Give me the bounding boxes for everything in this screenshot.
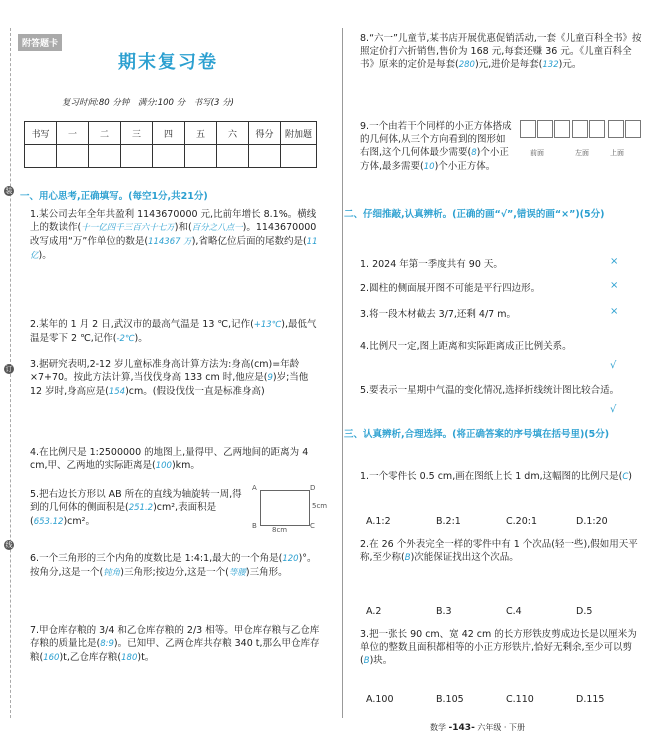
option[interactable]: A.100 (366, 694, 394, 705)
page-number: -143- (448, 723, 475, 733)
score-header-cell: 五 (185, 122, 217, 145)
score-cell[interactable] (57, 145, 89, 168)
binding-hole: 订 (5, 365, 13, 373)
score-table (24, 121, 317, 168)
binding-hole: 装 (5, 187, 13, 195)
score-cell[interactable] (153, 145, 185, 168)
choice-options-1 (366, 516, 646, 527)
option[interactable]: B.2:1 (436, 516, 461, 527)
score-cell[interactable] (185, 145, 217, 168)
section-1-heading: 一、用心思考,正确填写。(每空1分,共21分) (20, 191, 208, 202)
judge-item-3: 3.将一段木材截去 3/7,还剩 4/7 m。 (360, 309, 516, 320)
judge-item-2: 2.圆柱的侧面展开图不可能是平行四边形。 (360, 283, 541, 294)
answer-blank: 280 (458, 60, 475, 70)
score-header-cell: 书写 (25, 122, 57, 145)
answer-blank: 10 (423, 162, 435, 172)
score-header-cell: 附加题 (281, 122, 317, 145)
question-7: 7.甲仓库存粮的 3/4 和乙仓库存粮的 2/3 相等。甲仓库存粮与乙仓库存粮的质量比是(8:9)。已知甲、乙两仓库共存粮 340 t,那么甲仓库存粮(160)t,乙仓库存粮(180)t。 (30, 625, 320, 663)
view-label: 上面 (610, 149, 624, 157)
score-header-cell: 四 (153, 122, 185, 145)
page-title: 期末复习卷 (118, 52, 218, 73)
choice-question-2: 2.在 26 个外表完全一样的零件中有 1 个次品(轻一些),假如用天平称,至少称(B)次能保证找出这个次品。 (360, 539, 638, 563)
vertex-label: D (310, 484, 316, 492)
answer-blank: 8 (471, 148, 477, 158)
option[interactable]: B.105 (436, 694, 464, 705)
column-divider (342, 28, 343, 718)
view-label: 左面 (575, 149, 589, 157)
answer-blank: +13℃ (253, 320, 282, 330)
answer-blank: 100 (155, 461, 172, 471)
answer-blank: 等腰 (228, 568, 246, 578)
score-entry-row (25, 145, 317, 168)
answer-blank: 653.12 (33, 517, 64, 527)
score-cell[interactable] (217, 145, 249, 168)
footer-grade: 六年级 · 下册 (477, 723, 525, 732)
judge-item-5: 5.要表示一星期中气温的变化情况,选择折线统计图比较合适。 (360, 385, 620, 396)
answer-blank: C (622, 472, 629, 482)
option[interactable]: D.1:20 (576, 516, 608, 527)
option[interactable]: D.5 (576, 606, 593, 617)
answer-blank: B (363, 656, 370, 666)
judge-answer[interactable]: √ (610, 360, 617, 371)
answer-card-tag: 附答题卡 (18, 34, 62, 51)
binding-hole: 线 (5, 541, 13, 549)
choice-question-3: 3.把一张长 90 cm、宽 42 cm 的长方形铁皮剪成边长是以厘米为单位的整数且面积都相等的小正方形铁片,恰好无剩余,至少可以剪(B)块。 (360, 629, 637, 666)
score-cell[interactable] (249, 145, 281, 168)
judge-answer[interactable]: × (610, 280, 619, 291)
judge-item-4: 4.比例尺一定,图上距离和实际距离成正比例关系。 (360, 341, 572, 352)
option[interactable]: C.20:1 (506, 516, 537, 527)
choice-options-2 (366, 606, 646, 617)
question-3: 3.据研究表明,2-12 岁儿童标准身高计算方法为:身高(cm)=年龄×7+70。按此方法计算,当伐伐身高 133 cm 时,他应是(9)岁;当他 12 岁时,身高应是(154)cm。(假设伐伐一直是标准身高) (30, 359, 309, 397)
question-5: 5.把右边长方形以 AB 所在的直线为轴旋转一周,得到的几何体的侧面积是(251.2)cm²,表面积是(653.12)cm²。 (30, 489, 242, 527)
answer-blank: 11 亿 (30, 237, 318, 261)
choice-options-3 (366, 694, 646, 705)
answer-blank: 百分之八点一 (191, 223, 243, 233)
answer-blank: 160 (43, 653, 60, 663)
view-top-figure (608, 120, 642, 138)
answer-blank: B (404, 553, 411, 563)
footer-subject: 数学 (430, 723, 446, 732)
height-label: 5cm (312, 502, 328, 510)
question-8: 8.“六一”儿童节,某书店开展优惠促销活动,一套《儿童百科全书》按照定价打六折销售,售价为 168 元,每套还赚 36 元。《儿童百科全书》原来的定价是每套(280)元,进价是每套(132)元。 (360, 33, 642, 70)
option[interactable]: D.115 (576, 694, 605, 705)
width-label: 8cm (272, 526, 288, 534)
option[interactable]: A.1:2 (366, 516, 391, 527)
judge-answer[interactable]: √ (610, 404, 617, 415)
option[interactable]: C.110 (506, 694, 534, 705)
judge-item-1: 1. 2024 年第一季度共有 90 天。 (360, 259, 503, 270)
view-left-figure (572, 120, 606, 138)
score-header-cell: 得分 (249, 122, 281, 145)
score-header-cell: 三 (121, 122, 153, 145)
score-cell[interactable] (121, 145, 153, 168)
view-front-figure (520, 120, 571, 138)
score-cell[interactable] (25, 145, 57, 168)
choice-question-1: 1.一个零件长 0.5 cm,画在图纸上长 1 dm,这幅图的比例尺是(C) (360, 471, 632, 482)
exam-meta: 复习时间:80 分钟 满分:100 分 书写(3 分) (62, 98, 234, 108)
judge-answer[interactable]: × (610, 306, 619, 317)
answer-blank: 9 (267, 373, 273, 383)
option[interactable]: B.3 (436, 606, 452, 617)
page-footer (430, 722, 525, 733)
answer-blank: 132 (542, 60, 559, 70)
answer-blank: 180 (121, 653, 138, 663)
answer-blank: 120 (282, 554, 299, 564)
view-label: 前面 (530, 149, 544, 157)
option[interactable]: C.4 (506, 606, 522, 617)
score-header-cell: 一 (57, 122, 89, 145)
question-9: 9.一个由若干个同样的小正方体搭成的几何体,从三个方向看到的图形如右图,这个几何体最少需要(8)个小正方体,最多需要(10)个小正方体。 (360, 121, 512, 172)
vertex-label: C (310, 522, 315, 530)
question-6: 6.一个三角形的三个内角的度数比是 1:4:1,最大的一个角是(120)°。按角分,这是一个(钝角)三角形;按边分,这是一个(等腰)三角形。 (30, 553, 317, 578)
answer-blank: 钝角 (103, 568, 121, 578)
option[interactable]: A.2 (366, 606, 382, 617)
section-2-heading: 二、仔细推敲,认真辨析。(正确的画“√”,错误的画“×”)(5分) (344, 209, 605, 220)
score-header-cell: 六 (217, 122, 249, 145)
answer-blank: 十一亿四千三百六十七万 (81, 223, 175, 233)
answer-blank: 8:9 (100, 639, 114, 649)
rectangle-figure (260, 490, 310, 526)
score-header-cell: 二 (89, 122, 121, 145)
answer-blank: 114367 万 (148, 237, 192, 247)
score-cell[interactable] (89, 145, 121, 168)
question-1: 1.某公司去年全年共盈利 1143670000 元,比前年增长 8.1%。横线上的数读作(十一亿四千三百六十七万)和(百分之八点一)。1143670000 改写成用“万”作单位的数是(114367 万),省略亿位后面的尾数约是(11 亿)。 (30, 209, 318, 261)
score-cell[interactable] (281, 145, 317, 168)
vertex-label: B (252, 522, 257, 530)
score-header-row (25, 122, 317, 145)
answer-blank: -2℃ (116, 334, 135, 344)
vertex-label: A (252, 484, 257, 492)
question-2: 2.某年的 1 月 2 日,武汉市的最高气温是 13 ℃,记作(+13℃),最低气温是零下 2 ℃,记作(-2℃)。 (30, 319, 317, 344)
section-3-heading: 三、认真辨析,合理选择。(将正确答案的序号填在括号里)(5分) (344, 429, 610, 440)
answer-blank: 154 (108, 387, 126, 397)
question-4: 4.在比例尺是 1:2500000 的地图上,量得甲、乙两地间的距离为 4 cm,甲、乙两地的实际距离是(100)km。 (30, 447, 309, 471)
answer-blank: 251.2 (128, 503, 154, 513)
judge-answer[interactable]: × (610, 256, 619, 267)
